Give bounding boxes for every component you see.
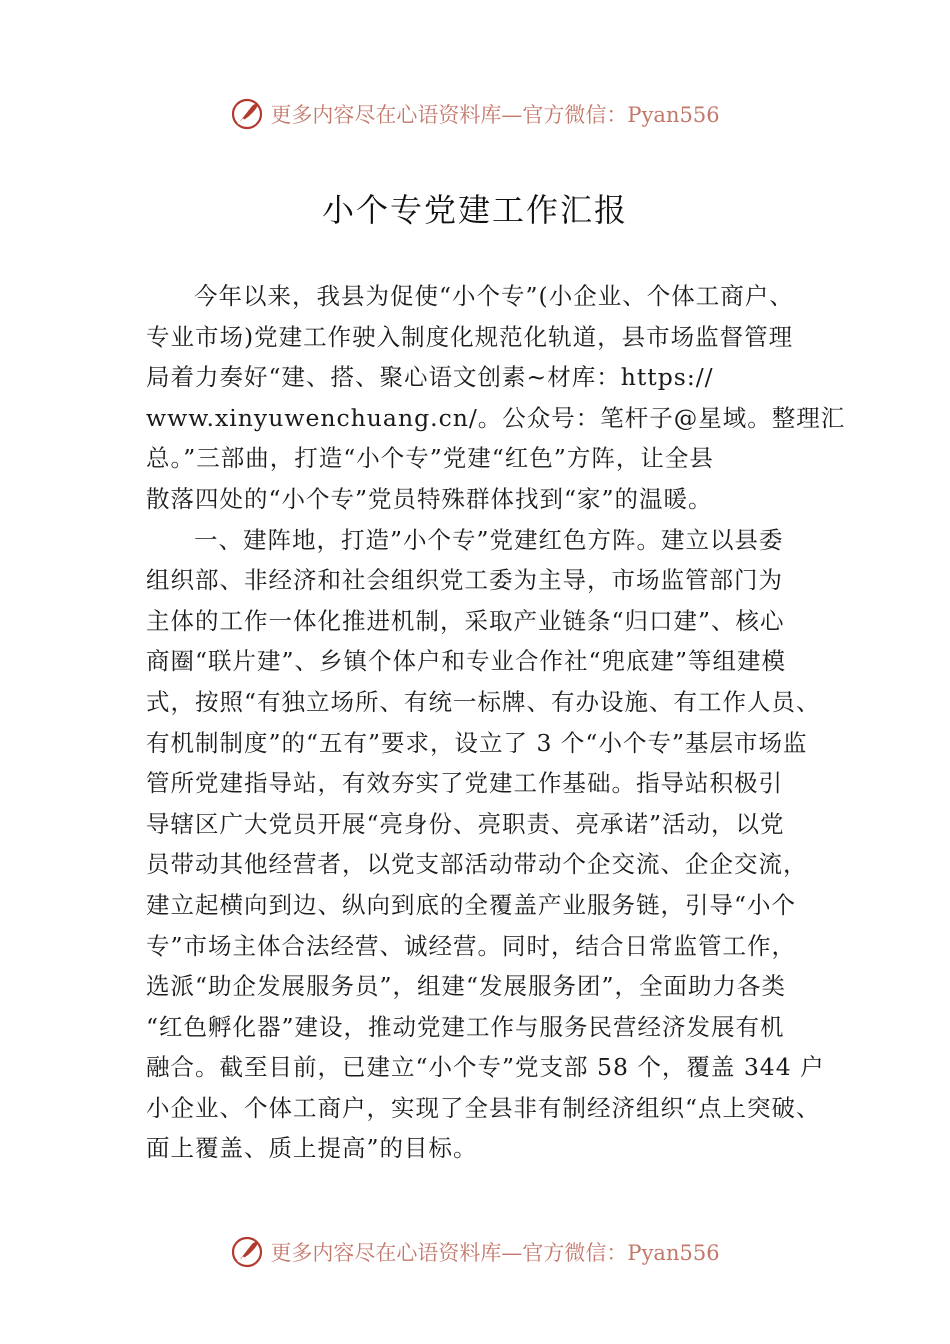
watermark-text: 更多内容尽在心语资料库—官方微信：Pyan556 xyxy=(270,103,720,127)
watermark-text: 更多内容尽在心语资料库—官方微信：Pyan556 xyxy=(270,1241,720,1265)
text-line: 员带动其他经营者，以党支部活动带动个企交流、企企交流， xyxy=(146,850,808,879)
text-line: 商圈“联片建”、乡镇个体户和专业合作社“兜底建”等组建模 xyxy=(146,647,787,676)
footer-watermark xyxy=(0,1232,950,1272)
text-line: 组织部、非经济和社会组织党工委为主导，市场监管部门为 xyxy=(146,566,783,595)
text-line: 融合。截至目前，已建立“小个专”党支部 58 个，覆盖 344 户 xyxy=(146,1053,825,1082)
text-line: 散落四处的“小个专”党员特殊群体找到“家”的温暖。 xyxy=(146,484,713,513)
text-line: 式，按照“有独立场所、有统一标牌、有办设施、有工作人员、 xyxy=(146,687,821,716)
text-line: www.xinyuwenchuang.cn/。公众号：笔杆子@星域。整理汇 xyxy=(146,403,846,432)
header-watermark xyxy=(0,94,950,134)
text-line: 管所党建指导站，有效夯实了党建工作基础。指导站积极引 xyxy=(146,769,783,798)
quill-pen-logo-icon xyxy=(230,1235,264,1269)
text-line: 专”市场主体合法经营、诚经营。同时，结合日常监管工作， xyxy=(146,931,797,960)
quill-pen-logo-icon xyxy=(230,97,264,131)
document-body xyxy=(146,276,846,1169)
text-line: 导辖区广大党员开展“亮身份、亮职责、亮承诺”活动，以党 xyxy=(146,809,785,838)
text-line: 主体的工作一体化推进机制，采取产业链条“归口建”、核心 xyxy=(146,606,785,635)
text-line: 选派“助企发展服务员”，组建“发展服务团”，全面助力各类 xyxy=(146,972,787,1001)
page-title: 小个专党建工作汇报 xyxy=(321,191,628,229)
text-line: 一、建阵地，打造”小个专”党建红色方阵。建立以县委 xyxy=(194,525,784,554)
text-line: 专业市场)党建工作驶入制度化规范化轨道，县市场监督管理 xyxy=(146,322,794,351)
text-line: 面上覆盖、质上提高”的目标。 xyxy=(146,1134,478,1163)
text-line: 有机制制度”的“五有”要求，设立了 3 个“小个专”基层市场监 xyxy=(146,728,808,757)
text-line: 总。”三部曲，打造“小个专”党建“红色”方阵，让全县 xyxy=(146,444,714,473)
text-line: 局着力奏好“建、搭、聚心语文创素~材库：https:// xyxy=(146,363,714,392)
text-line: 今年以来，我县为促使“小个专”(小企业、个体工商户、 xyxy=(194,282,794,310)
text-line: 小企业、个体工商户，实现了全县非有制经济组织“点上突破、 xyxy=(146,1093,821,1122)
text-line: “红色孵化器”建设，推动党建工作与服务民营经济发展有机 xyxy=(146,1012,785,1041)
text-line: 建立起横向到边、纵向到底的全覆盖产业服务链，引导“小个 xyxy=(146,890,797,919)
